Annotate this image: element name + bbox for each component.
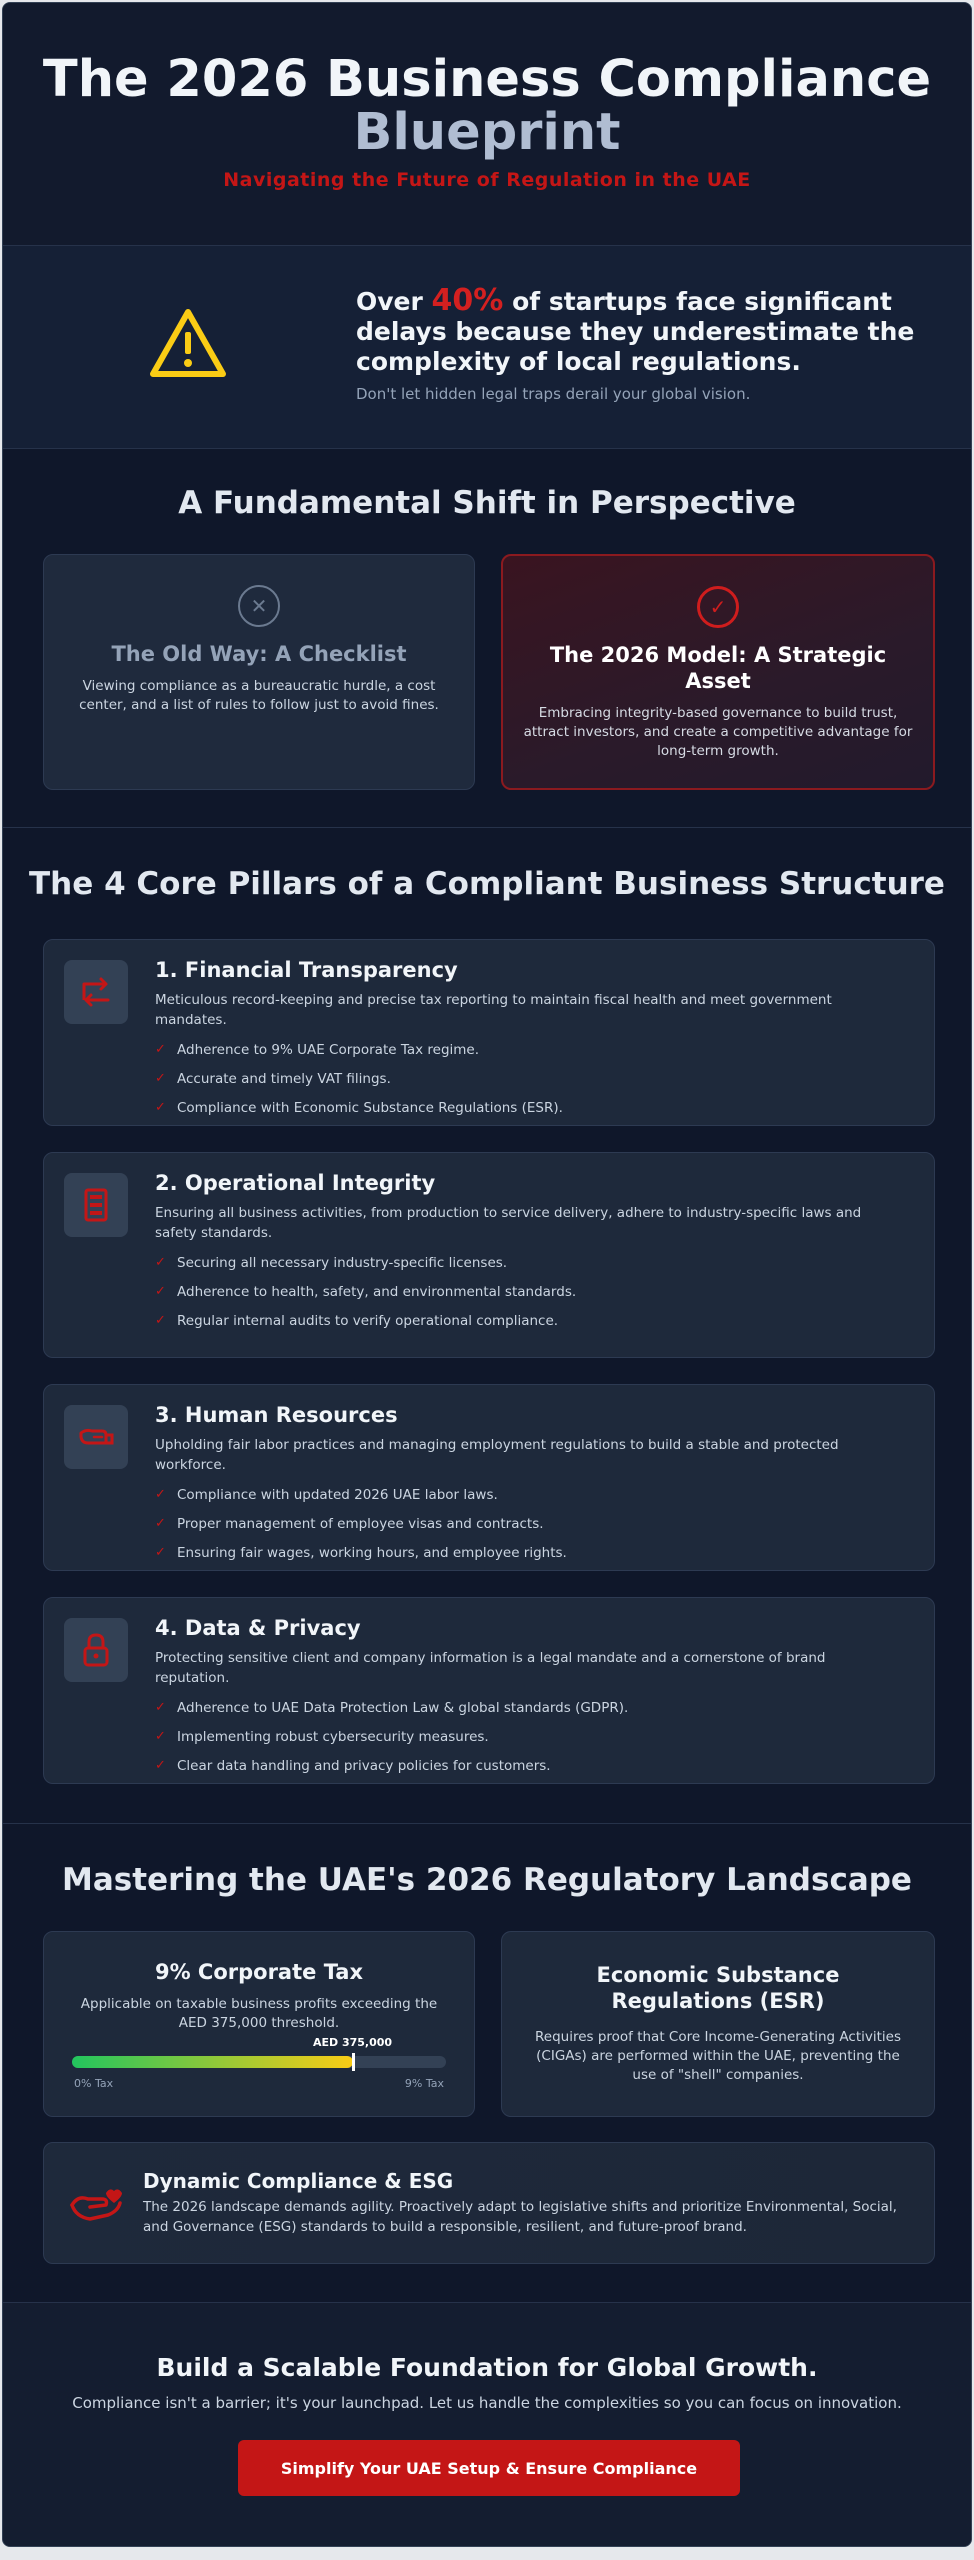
new-model-title: The 2026 Model: A Strategic Asset — [549, 643, 887, 693]
landscape-section — [3, 1824, 971, 2302]
check-icon: ✓ — [155, 1700, 166, 1715]
warning-section — [3, 246, 971, 448]
tax-threshold-bar — [72, 2036, 446, 2068]
bar-max-label: 9% Tax — [404, 2077, 444, 2090]
pillar-card-data-privacy — [43, 1597, 935, 1784]
check-icon: ✓ — [155, 1255, 166, 1270]
point-text: Adherence to UAE Data Protection Law & global standards (GDPR). — [177, 1700, 629, 1716]
check-icon: ✓ — [155, 1487, 166, 1502]
threshold-marker — [352, 2053, 355, 2071]
point-text: Compliance with Economic Substance Regulations (ESR). — [177, 1100, 563, 1116]
list-item — [155, 1727, 904, 1747]
esr-desc: Requires proof that Core Income-Generating Activities (CIGAs) are performed within the UAE, preventing the use of "shell" companies. — [534, 2029, 901, 2083]
pillar-body — [155, 1171, 904, 1340]
cta-section — [3, 2303, 971, 2547]
pillar-desc: Protecting sensitive client and company information is a legal mandate and a cornerstone of brand reputation. — [155, 1650, 826, 1686]
new-model-desc: Embracing integrity-based governance to build trust, attract investors, and create a competitive advantage for long-term growth. — [523, 705, 913, 759]
point-text: Regular internal audits to verify operational compliance. — [177, 1313, 559, 1329]
list-item — [155, 1253, 904, 1273]
infographic-page — [2, 2, 972, 2547]
pillar-desc: Upholding fair labor practices and managing employment regulations to build a stable and protected workforce. — [155, 1437, 839, 1473]
check-icon: ✓ — [155, 1071, 166, 1086]
point-text: Securing all necessary industry-specific licenses. — [177, 1255, 508, 1271]
old-way-title: The Old Way: A Checklist — [111, 642, 407, 666]
pillars-title: The 4 Core Pillars of a Compliant Business Structure — [29, 866, 945, 902]
pillar-body — [155, 958, 904, 1127]
point-text: Clear data handling and privacy policies for customers. — [177, 1758, 551, 1774]
point-text: Proper management of employee visas and contracts. — [177, 1516, 544, 1532]
check-icon: ✓ — [155, 1545, 166, 1560]
list-item — [155, 1514, 904, 1534]
point-text: Adherence to health, safety, and environmental standards. — [177, 1284, 577, 1300]
corporate-tax-desc: Applicable on taxable business profits exceeding the AED 375,000 threshold. — [80, 1996, 438, 2031]
pillar-points — [155, 1698, 904, 1776]
pillar-points — [155, 1040, 904, 1118]
pillar-body — [155, 1403, 904, 1572]
list-item — [155, 1756, 904, 1776]
pillar-points — [155, 1253, 904, 1331]
esg-desc: The 2026 landscape demands agility. Proactively adapt to legislative shifts and prioritize Environmental, Social, and Governance (ESG) standards to build a responsible, resilient, and future-proof brand. — [143, 2199, 897, 2235]
warning-triangle-icon — [148, 306, 228, 382]
page-title — [3, 50, 971, 162]
check-icon: ✓ — [155, 1100, 166, 1115]
corporate-tax-title: 9% Corporate Tax — [154, 1960, 364, 1984]
check-icon: ✓ — [155, 1313, 166, 1328]
check-icon: ✓ — [155, 1729, 166, 1744]
check-icon: ✓ — [155, 1758, 166, 1773]
pillar-title: 2. Operational Integrity — [155, 1171, 436, 1195]
shift-title: A Fundamental Shift in Perspective — [178, 485, 796, 521]
esr-card — [501, 1931, 935, 2117]
header-section — [3, 3, 971, 245]
list-item — [155, 1040, 904, 1060]
esg-card — [43, 2142, 935, 2264]
warning-subtext: Don't let hidden legal traps derail your global vision. — [356, 385, 751, 403]
cta-title: Build a Scalable Foundation for Global Growth. — [156, 2353, 818, 2382]
warning-percentage: 40% — [431, 283, 504, 318]
pillar-title: 1. Financial Transparency — [155, 958, 458, 982]
warning-text — [356, 283, 946, 403]
list-item — [155, 1282, 904, 1302]
landscape-title: Mastering the UAE's 2026 Regulatory Landscape — [62, 1862, 912, 1898]
list-item — [155, 1069, 904, 1089]
list-item — [155, 1485, 904, 1505]
new-model-card — [501, 554, 935, 790]
handshake-heart-icon — [68, 2185, 124, 2225]
warning-headline — [356, 283, 946, 377]
exchange-icon — [64, 960, 128, 1024]
point-text: Implementing robust cybersecurity measures. — [177, 1729, 489, 1745]
pillar-card-operational — [43, 1152, 935, 1358]
check-icon: ✓ — [155, 1284, 166, 1299]
pillar-desc: Meticulous record-keeping and precise tax reporting to maintain fiscal health and meet government mandates. — [155, 992, 832, 1028]
point-text: Adherence to 9% UAE Corporate Tax regime. — [177, 1042, 480, 1058]
list-item — [155, 1543, 904, 1563]
shift-section — [3, 449, 971, 827]
title-line-2: Blueprint — [353, 103, 621, 162]
point-text: Compliance with updated 2026 UAE labor laws. — [177, 1487, 498, 1503]
tax-bar-fill — [72, 2056, 353, 2068]
list-item — [155, 1311, 904, 1331]
building-icon — [64, 1173, 128, 1237]
esr-title: Economic Substance Regulations (ESR) — [596, 1963, 840, 2013]
list-item — [155, 1098, 904, 1118]
pillar-title: 4. Data & Privacy — [155, 1616, 361, 1640]
pillar-points — [155, 1485, 904, 1563]
check-icon: ✓ — [155, 1516, 166, 1531]
list-item — [155, 1698, 904, 1718]
page-subtitle: Navigating the Future of Regulation in the UAE — [223, 169, 751, 191]
pillar-desc: Ensuring all business activities, from production to service delivery, adhere to industry-specific laws and safety standards. — [155, 1205, 862, 1241]
bar-min-label: 0% Tax — [74, 2077, 114, 2090]
cta-button[interactable]: Simplify Your UAE Setup & Ensure Compliance — [238, 2440, 740, 2496]
pillars-section — [3, 828, 971, 1823]
pillar-body — [155, 1616, 904, 1785]
pillar-card-hr — [43, 1384, 935, 1571]
point-text: Accurate and timely VAT filings. — [177, 1071, 391, 1087]
check-circle-icon: ✓ — [697, 586, 739, 628]
corporate-tax-card — [43, 1931, 475, 2117]
handshake-icon — [64, 1405, 128, 1469]
warning-head-after: of startups face significant delays because they underestimate the complexity of local regulations. — [356, 287, 915, 376]
esg-body — [143, 2169, 904, 2237]
esg-title: Dynamic Compliance & ESG — [143, 2169, 454, 2193]
threshold-marker-label: AED 375,000 — [312, 2036, 393, 2049]
title-line-1: The 2026 Business Compliance — [42, 50, 932, 109]
x-circle-icon: ✕ — [238, 585, 280, 627]
old-way-desc: Viewing compliance as a bureaucratic hurdle, a cost center, and a list of rules to follow just to avoid fines. — [79, 678, 439, 713]
lock-icon — [64, 1618, 128, 1682]
cta-subtitle: Compliance isn't a barrier; it's your launchpad. Let us handle the complexities so you can focus on innovation. — [72, 2394, 902, 2412]
pillar-title: 3. Human Resources — [155, 1403, 398, 1427]
pillar-card-financial — [43, 939, 935, 1126]
warning-head-before: Over — [356, 287, 432, 316]
old-way-card — [43, 554, 475, 790]
point-text: Ensuring fair wages, working hours, and employee rights. — [177, 1545, 567, 1561]
check-icon: ✓ — [155, 1042, 166, 1057]
